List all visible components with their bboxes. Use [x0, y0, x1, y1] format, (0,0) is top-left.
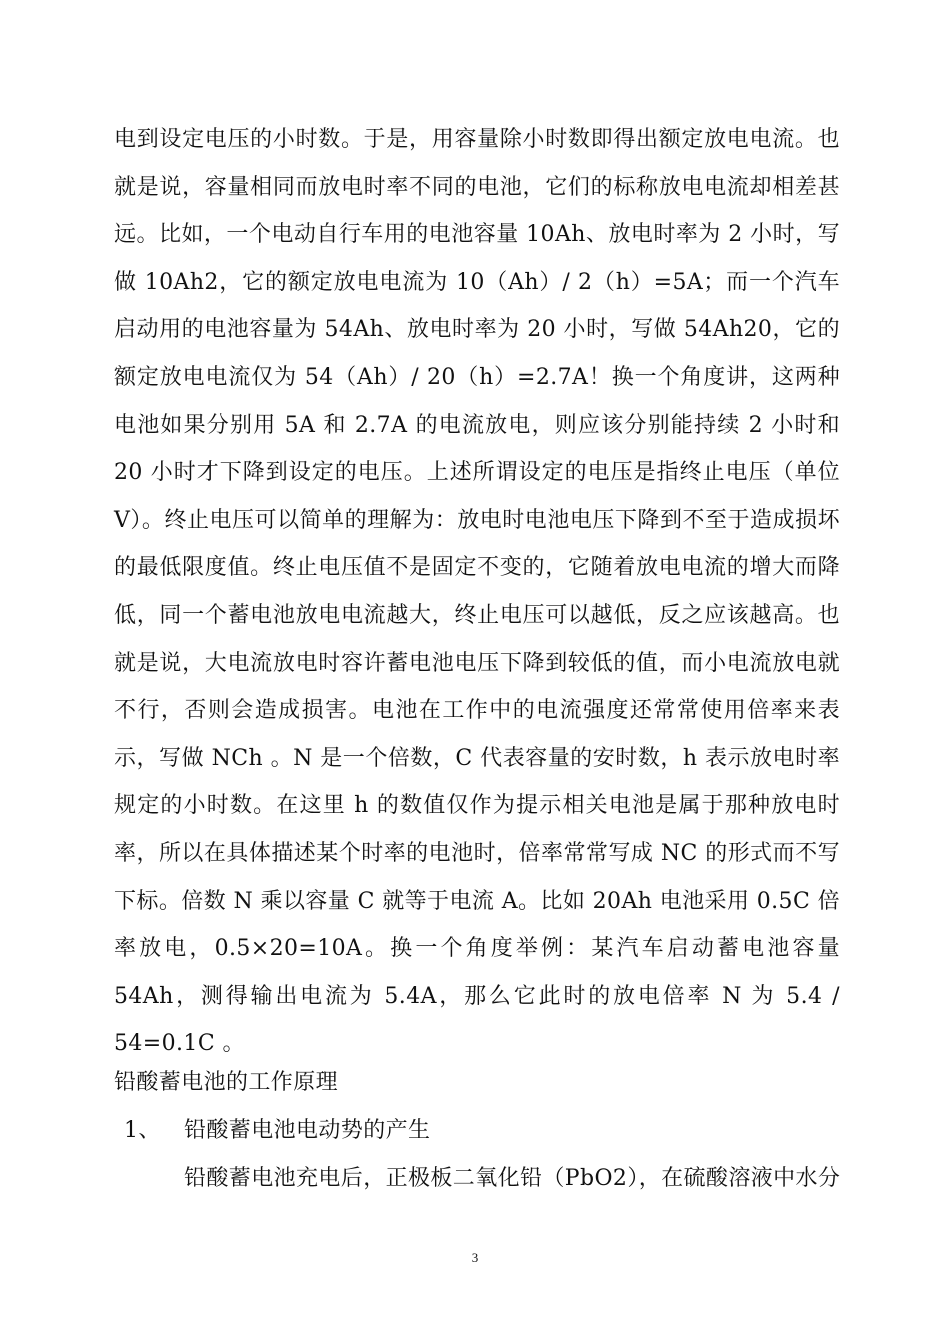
list-item — [124, 1116, 430, 1146]
body-paragraph: 电到设定电压的小时数。于是，用容量除小时数即得出额定放电电流。也就是说，容量相同而放电时率不同的电池，它们的标称放电电流却相差甚远。比如，一个电动自行车用的电池容量 10Ah、放电时率为 2 小时，写做 10Ah2，它的额定放电电流为 10（Ah）/ 2（h）=5A；而一个汽车启动用的电池容量为 54Ah、放电时率为 20 小时，写做 54Ah20，它的额定放电电流仅为 54（Ah）/ 20（h）=2.7A！换一个角度讲，这两种电池如果分别用 5A 和 2.7A 的电流放电，则应该分别能持续 2 小时和 20 小时才下降到设定的电压。上述所谓设定的电压是指终止电压（单位 V）。终止电压可以简单的理解为：放电时电池电压下降到不至于造成损坏的最低限度值。终止电压值不是固定不变的，它随着放电电流的增大而降低，同一个蓄电池放电电流越大，终止电压可以越低，反之应该越高。也就是说，大电流放电时容许蓄电池电压下降到较低的值，而小电流放电就不行，否则会造成损害。电池在工作中的电流强度还常常使用倍率来表示，写做 NCh 。N 是一个倍数，C 代表容量的安时数，h 表示放电时率规定的小时数。在这里 h 的数值仅作为提示相关电池是属于那种放电时率，所以在具体描述某个时率的电池时，倍率常常写成 NC 的形式而不写下标。倍数 N 乘以容量 C 就等于电流 A。比如 20Ah 电池采用 0.5C 倍率放电，0.5×20=10A。换一个角度举例：某汽车启动蓄电池容量 54Ah，测得输出电流为 5.4A，那么它此时的放电倍率 N 为 5.4 / 54=0.1C 。 — [114, 127, 840, 1057]
list-paragraph: 铅酸蓄电池充电后，正极板二氧化铅（PbO2），在硫酸溶液中水分 — [184, 1166, 840, 1191]
list-item-title: 铅酸蓄电池电动势的产生 — [184, 1118, 431, 1143]
page-number: 3 — [471, 1250, 479, 1265]
list-item-number: 1、 — [124, 1118, 161, 1143]
section-heading: 铅酸蓄电池的工作原理 — [114, 1070, 339, 1095]
